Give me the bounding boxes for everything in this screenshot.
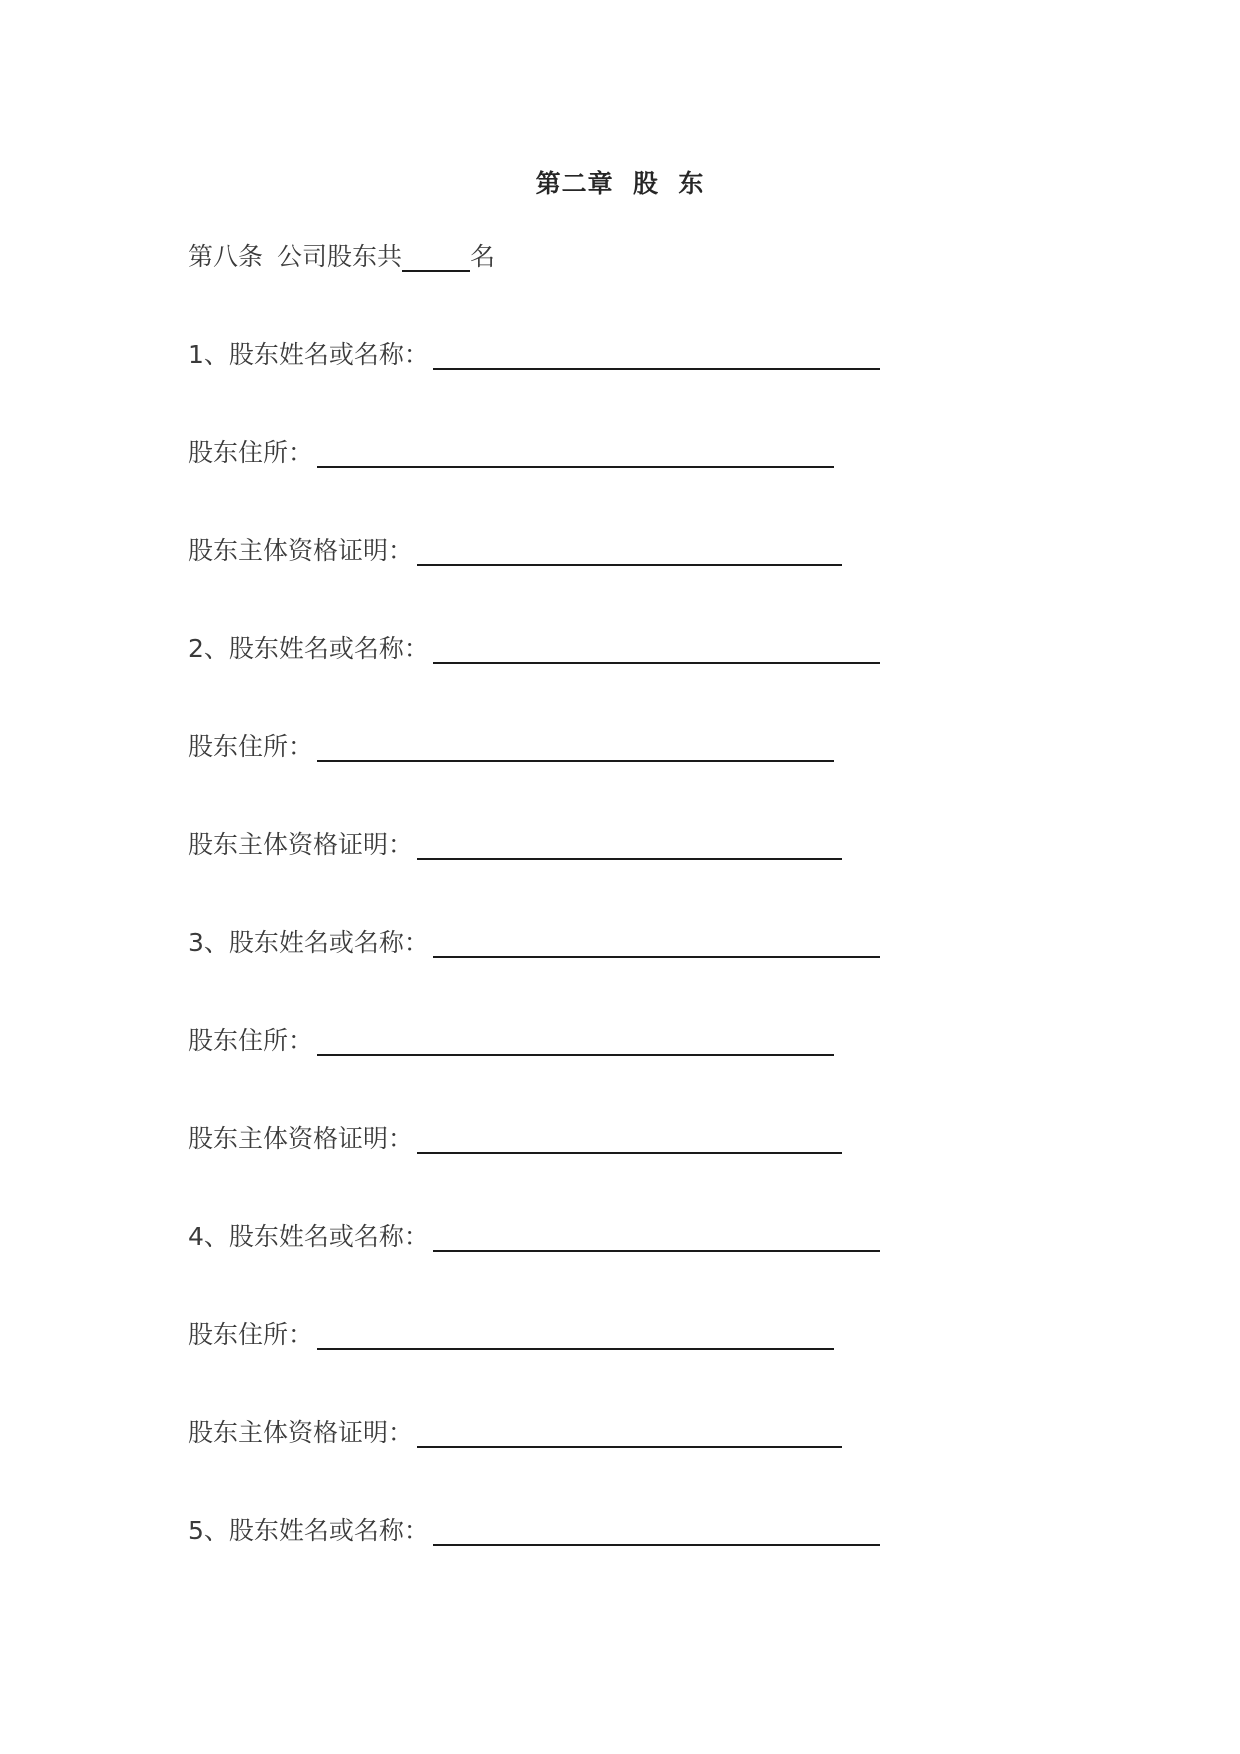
shareholder-count-blank[interactable] [402,244,470,272]
shareholder-2-address-line [188,730,834,764]
shareholder-2-cert-line [188,828,842,862]
shareholder-4-cert-line [188,1416,842,1450]
field-label: 4、股东姓名或名称： [188,1222,429,1251]
field-label: 股东主体资格证明： [188,1124,414,1153]
shareholder-name-blank[interactable] [433,930,880,958]
shareholder-address-blank[interactable] [317,1028,834,1056]
article-text: 公司股东共 [277,242,403,271]
shareholder-name-blank[interactable] [433,1518,880,1546]
shareholder-4-name-line [188,1220,880,1254]
article-8-line [188,240,495,274]
field-label: 股东主体资格证明： [188,1418,414,1447]
shareholder-2-name-line [188,632,880,666]
article-text-suffix: 名 [470,242,496,271]
field-label: 2、股东姓名或名称： [188,634,429,663]
shareholder-name-blank[interactable] [433,342,880,370]
shareholder-cert-blank[interactable] [417,832,842,860]
shareholder-address-blank[interactable] [317,440,834,468]
field-label: 股东主体资格证明： [188,830,414,859]
shareholder-5-name-line [188,1514,880,1548]
field-label: 1、股东姓名或名称： [188,340,429,369]
field-label: 股东住所： [188,438,314,467]
shareholder-3-address-line [188,1024,834,1058]
shareholder-cert-blank[interactable] [417,1126,842,1154]
field-label: 股东住所： [188,1026,314,1055]
field-label: 股东主体资格证明： [188,536,414,565]
shareholder-name-blank[interactable] [433,636,880,664]
field-label: 股东住所： [188,1320,314,1349]
shareholder-address-blank[interactable] [317,1322,834,1350]
shareholder-4-address-line [188,1318,834,1352]
field-label: 股东住所： [188,732,314,761]
shareholder-3-cert-line [188,1122,842,1156]
shareholder-1-cert-line [188,534,842,568]
chapter-title: 第二章 股 东 [535,169,705,198]
article-label: 第八条 [188,242,264,271]
shareholder-cert-blank[interactable] [417,1420,842,1448]
shareholder-cert-blank[interactable] [417,538,842,566]
shareholder-1-name-line [188,338,880,372]
field-label: 3、股东姓名或名称： [188,928,429,957]
shareholder-1-address-line [188,436,834,470]
shareholder-3-name-line [188,926,880,960]
field-label: 5、股东姓名或名称： [188,1516,429,1545]
shareholder-name-blank[interactable] [433,1224,880,1252]
shareholder-address-blank[interactable] [317,734,834,762]
